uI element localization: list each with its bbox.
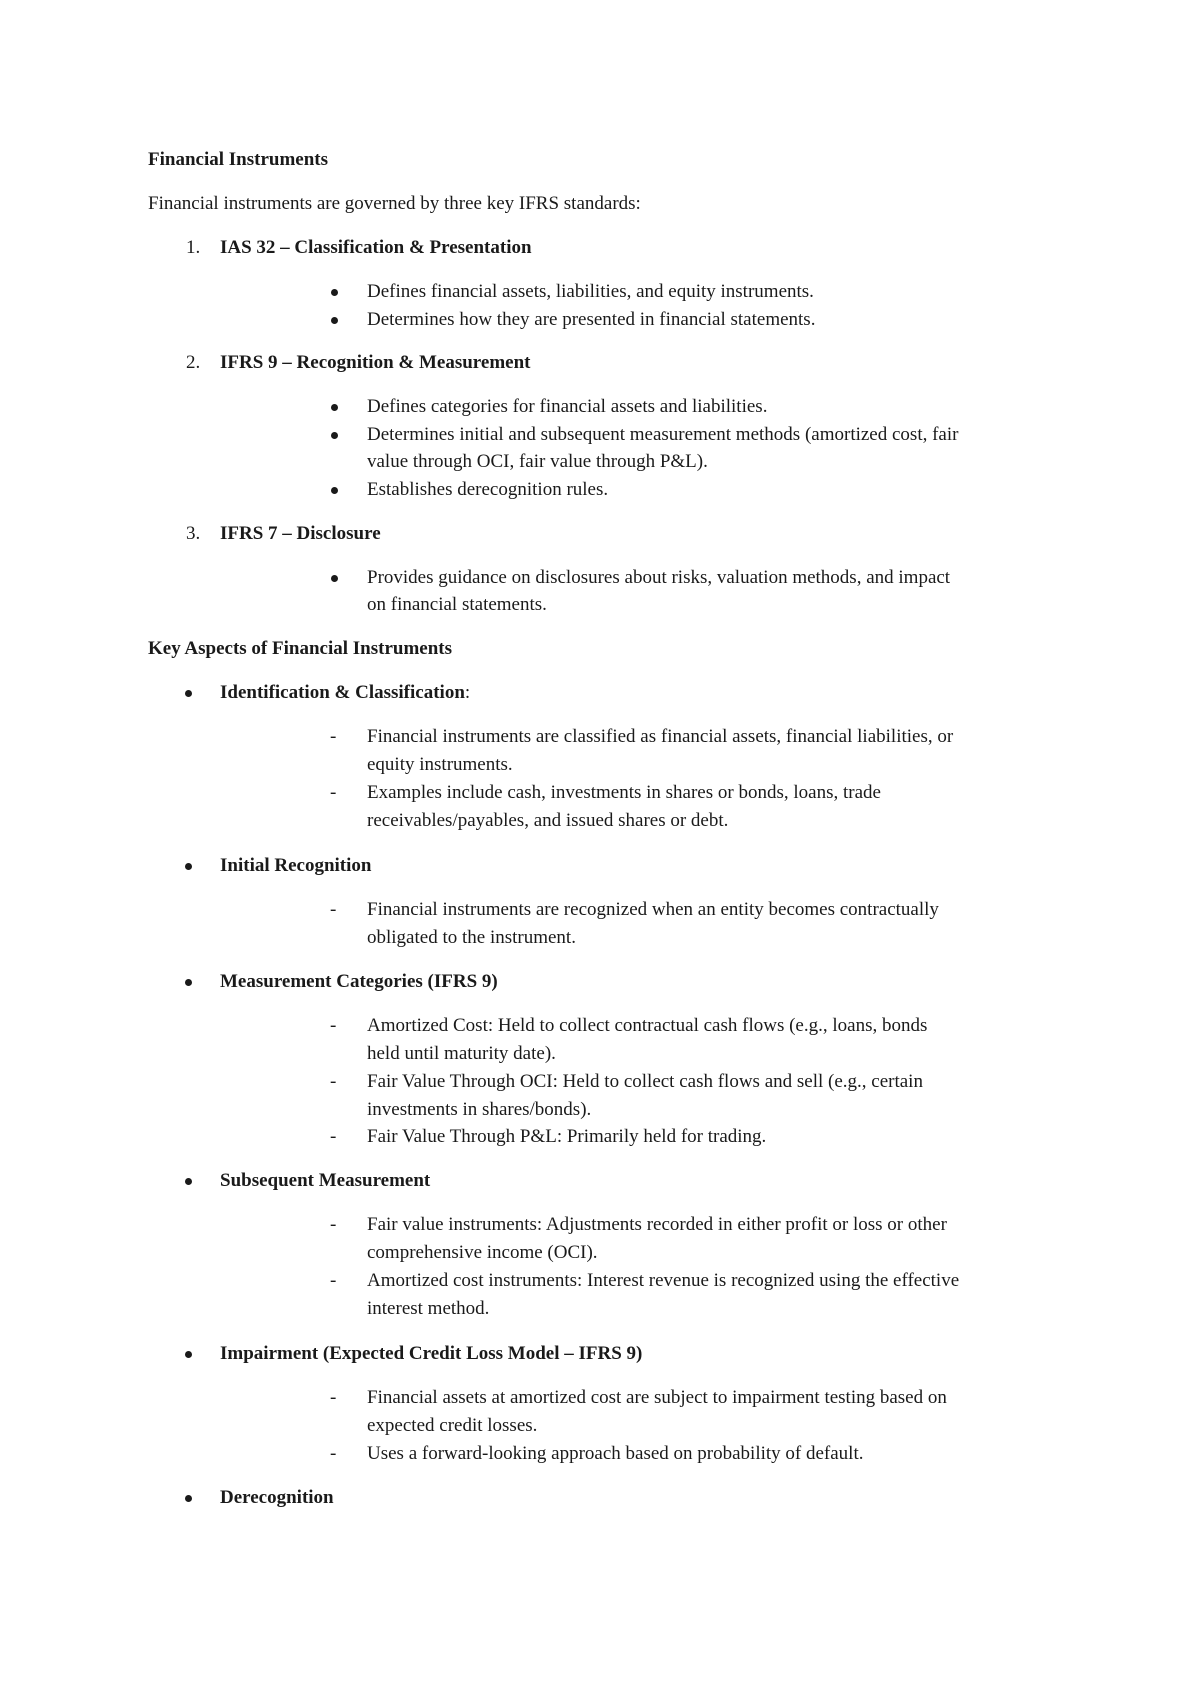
list-item: Determines initial and subsequent measurement methods (amortized cost, fair <box>367 424 959 445</box>
intro-paragraph: Financial instruments are governed by three key IFRS standards: <box>148 193 641 214</box>
list-item: Provides guidance on disclosures about risks, valuation methods, and impact <box>367 567 951 588</box>
list-item: Fair Value Through P&L: Primarily held for trading. <box>367 1126 767 1147</box>
bullet-icon <box>185 1485 192 1511</box>
aspect-heading: Subsequent Measurement <box>220 1170 431 1191</box>
list-item: Financial assets at amortized cost are subject to impairment testing based on <box>367 1387 947 1408</box>
aspect-heading: Measurement Categories (IFRS 9) <box>220 971 498 992</box>
bullet-icon <box>185 853 192 879</box>
aspect-heading-text: Identification & Classification <box>220 682 465 703</box>
bullet-icon <box>185 969 192 995</box>
bullet-icon <box>331 422 338 448</box>
dash-marker: - <box>330 782 337 803</box>
list-item-continuation: comprehensive income (OCI). <box>367 1242 598 1263</box>
bullet-icon <box>185 1168 192 1194</box>
dash-marker: - <box>330 1015 337 1036</box>
list-item: Defines financial assets, liabilities, and equity instruments. <box>367 281 814 302</box>
standard-heading: IAS 32 – Classification & Presentation <box>220 237 532 258</box>
list-item: Defines categories for financial assets and liabilities. <box>367 396 768 417</box>
list-item-continuation: held until maturity date). <box>367 1043 556 1064</box>
list-item-continuation: on financial statements. <box>367 594 547 615</box>
list-item: Amortized Cost: Held to collect contractual cash flows (e.g., loans, bonds <box>367 1015 928 1036</box>
dash-marker: - <box>330 1214 337 1235</box>
dash-marker: - <box>330 1071 337 1092</box>
bullet-icon <box>185 680 192 706</box>
list-item: Financial instruments are recognized when an entity becomes contractually <box>367 899 939 920</box>
list-number: 2. <box>186 352 201 373</box>
list-item-continuation: receivables/payables, and issued shares or debt. <box>367 810 729 831</box>
list-item-continuation: investments in shares/bonds). <box>367 1099 592 1120</box>
list-item: Fair value instruments: Adjustments recorded in either profit or loss or other <box>367 1214 947 1235</box>
standard-heading: IFRS 9 – Recognition & Measurement <box>220 352 531 373</box>
dash-marker: - <box>330 899 337 920</box>
list-item-continuation: interest method. <box>367 1298 490 1319</box>
bullet-icon <box>331 307 338 333</box>
dash-marker: - <box>330 1126 337 1147</box>
bullet-icon <box>331 279 338 305</box>
section-heading: Key Aspects of Financial Instruments <box>148 638 452 659</box>
dash-marker: - <box>330 1387 337 1408</box>
list-item: Fair Value Through OCI: Held to collect cash flows and sell (e.g., certain <box>367 1071 923 1092</box>
bullet-icon <box>331 565 338 591</box>
list-number: 3. <box>186 523 201 544</box>
aspect-heading: Initial Recognition <box>220 855 372 876</box>
aspect-heading <box>220 680 470 706</box>
list-item: Establishes derecognition rules. <box>367 479 609 500</box>
bullet-icon <box>331 477 338 503</box>
dash-marker: - <box>330 1443 337 1464</box>
list-item: Financial instruments are classified as financial assets, financial liabilities, or <box>367 726 954 747</box>
bullet-icon <box>185 1341 192 1367</box>
list-item: Uses a forward-looking approach based on probability of default. <box>367 1443 864 1464</box>
bullet-icon <box>331 394 338 420</box>
aspect-heading: Impairment (Expected Credit Loss Model – IFRS 9) <box>220 1343 643 1364</box>
dash-marker: - <box>330 726 337 747</box>
list-item-continuation: value through OCI, fair value through P&L). <box>367 451 708 472</box>
standard-heading: IFRS 7 – Disclosure <box>220 523 381 544</box>
list-item-continuation: expected credit losses. <box>367 1415 538 1436</box>
dash-marker: - <box>330 1270 337 1291</box>
list-item-continuation: obligated to the instrument. <box>367 927 576 948</box>
list-item: Examples include cash, investments in shares or bonds, loans, trade <box>367 782 881 803</box>
aspect-heading: Derecognition <box>220 1487 334 1508</box>
aspect-heading-suffix: : <box>464 682 471 703</box>
page-title: Financial Instruments <box>148 149 328 170</box>
list-item: Amortized cost instruments: Interest revenue is recognized using the effective <box>367 1270 960 1291</box>
list-item-continuation: equity instruments. <box>367 754 513 775</box>
list-item: Determines how they are presented in financial statements. <box>367 309 816 330</box>
list-number: 1. <box>186 237 201 258</box>
